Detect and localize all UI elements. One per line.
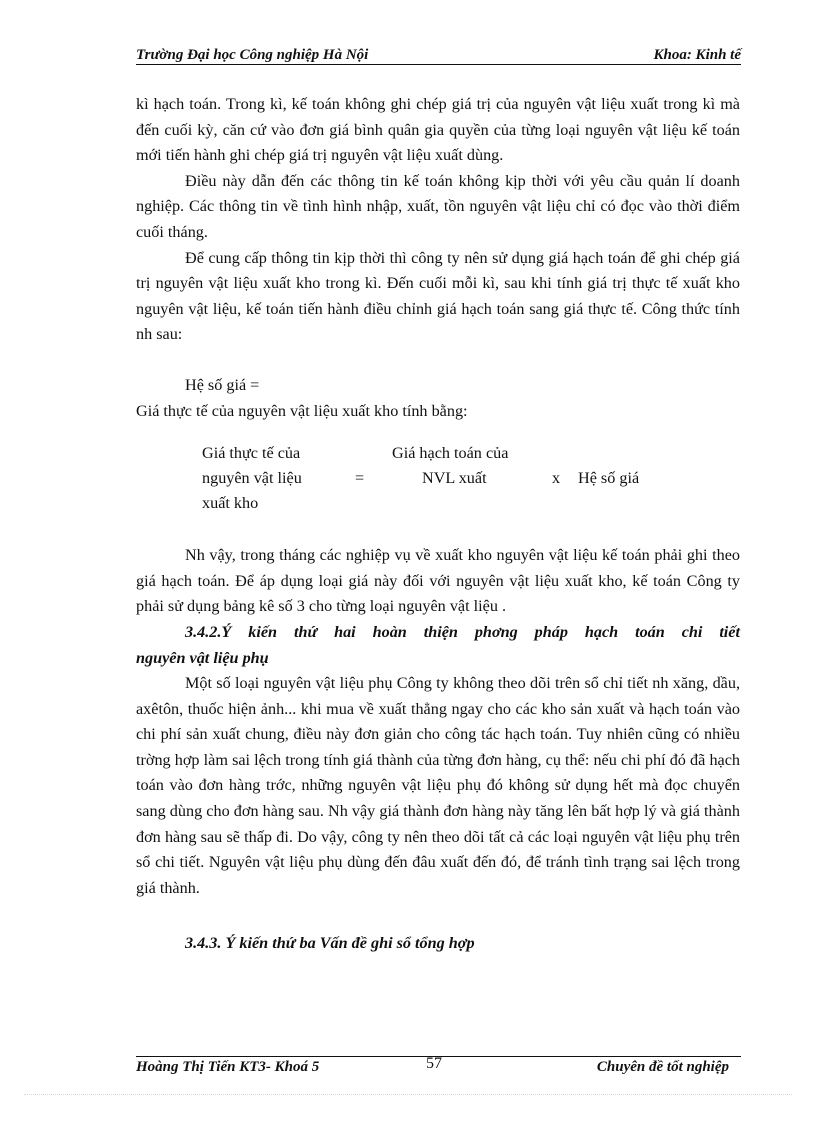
gia-thuc-te-line: Giá thực tế của nguyên vật liệu xuất kho tính bằng: — [136, 401, 468, 420]
page-bottom-edge — [24, 1094, 792, 1095]
he-so-gia-line: Hệ số giá = — [185, 375, 260, 394]
formula-left-3: xuất kho — [202, 494, 259, 513]
page-footer — [136, 1055, 741, 1078]
header-faculty: Khoa: Kinh tế — [653, 47, 741, 63]
paragraph-5: Một số loại nguyên vật liệu phụ Công ty không theo dõi trên sổ chỉ tiết nh xăng, dầu, axêtôn, thuốc hiện ảnh... khi mua về xuất thẳng ngay cho các kho sản xuất và hạch toán vào chi phí sản xuất chung, điều này đơn giản cho công tác hạch toán. Tuy nhiên cũng có nhiều trờng hợp làm sai lệch trong tính giá thành của từng đơn hàng, cụ thể: nếu chi phí đó đã hạch toán vào đơn hàng trớc, những nguyên vật liệu phụ đó không sử dụng hết mà đọc chuyển sang dùng cho đơn hàng sau. Nh vậy giá thành đơn hàng này tăng lên bất hợp lý và giá thành đơn hàng sau sẽ thấp đi. Do vậy, công ty nên theo dõi tất cả các loại nguyên vật liệu phụ trên sổ chi tiết. Nguyên vật liệu phụ dùng đến đâu xuất đến đó, để tránh tình trạng sai lệch trong giá thành. — [136, 674, 740, 897]
formula-mid-1: Giá hạch toán của — [392, 444, 509, 463]
footer-title: Chuyên đề tốt nghiệp — [596, 1059, 729, 1075]
document-body — [136, 92, 740, 957]
header-school: Trường Đại học Công nghiệp Hà Nội — [136, 47, 369, 63]
heading-3-4-3: 3.4.3. Ý kiến thứ ba Vấn đề ghi sổ tổng hợp — [185, 934, 475, 953]
paragraph-4: Nh vậy, trong tháng các nghiệp vụ về xuất kho nguyên vật liệu kế toán phải ghi theo giá hạch toán. Để áp dụng loại giá này đối với nguyên vật liệu xuất kho, kế toán Công ty phải sử dụng bảng kê số 3 cho từng loại nguyên vật liệu . — [136, 546, 740, 616]
formula-mid-2: NVL xuất — [422, 469, 487, 488]
header-rule — [136, 64, 741, 65]
paragraph-3: Để cung cấp thông tin kịp thời thì công ty nên sử dụng giá hạch toán để ghi chép giá trị nguyên vật liệu xuất kho trong kì. Đến cuối mỗi kì, sau khi tính giá trị thực tế xuất kho nguyên vật liệu, kế toán tiến hành điều chỉnh giá hạch toán sang giá thực tế. Công thức tính nh sau: — [136, 248, 740, 344]
paragraph-1: kì hạch toán. Trong kì, kế toán không ghi chép giá trị của nguyên vật liệu xuất trong kì mà đến cuối kỳ, căn cứ vào đơn giá bình quân gia quyền của từng loại nguyên vật liệu kế toán mới tiến hành ghi chép giá trị nguyên vật liệu xuất dùng. — [136, 95, 740, 165]
heading-3-4-2-cont: nguyên vật liệu phụ — [136, 648, 269, 667]
formula-block — [202, 441, 740, 525]
formula-times: x — [552, 469, 561, 488]
paragraph-2: Điều này dẫn đến các thông tin kế toán không kịp thời với yêu cầu quản lí doanh nghiệp. Các thông tin về tình hình nhập, xuất, tồn nguyên vật liệu chỉ có đọc vào thời điểm cuối tháng. — [136, 171, 740, 241]
footer-author: Hoàng Thị Tiến KT3- Khoá 5 — [136, 1059, 320, 1075]
formula-left-2: nguyên vật liệu — [202, 469, 302, 488]
formula-right: Hệ số giá — [578, 469, 640, 488]
page-number: 57 — [426, 1055, 442, 1072]
page-header — [136, 44, 741, 66]
heading-3-4-2: 3.4.2.Ý kiến thứ hai hoàn thiện phơng pháp hạch toán chi tiết — [185, 622, 740, 641]
formula-equals: = — [355, 469, 365, 488]
formula-left-1: Giá thực tế của — [202, 444, 301, 463]
